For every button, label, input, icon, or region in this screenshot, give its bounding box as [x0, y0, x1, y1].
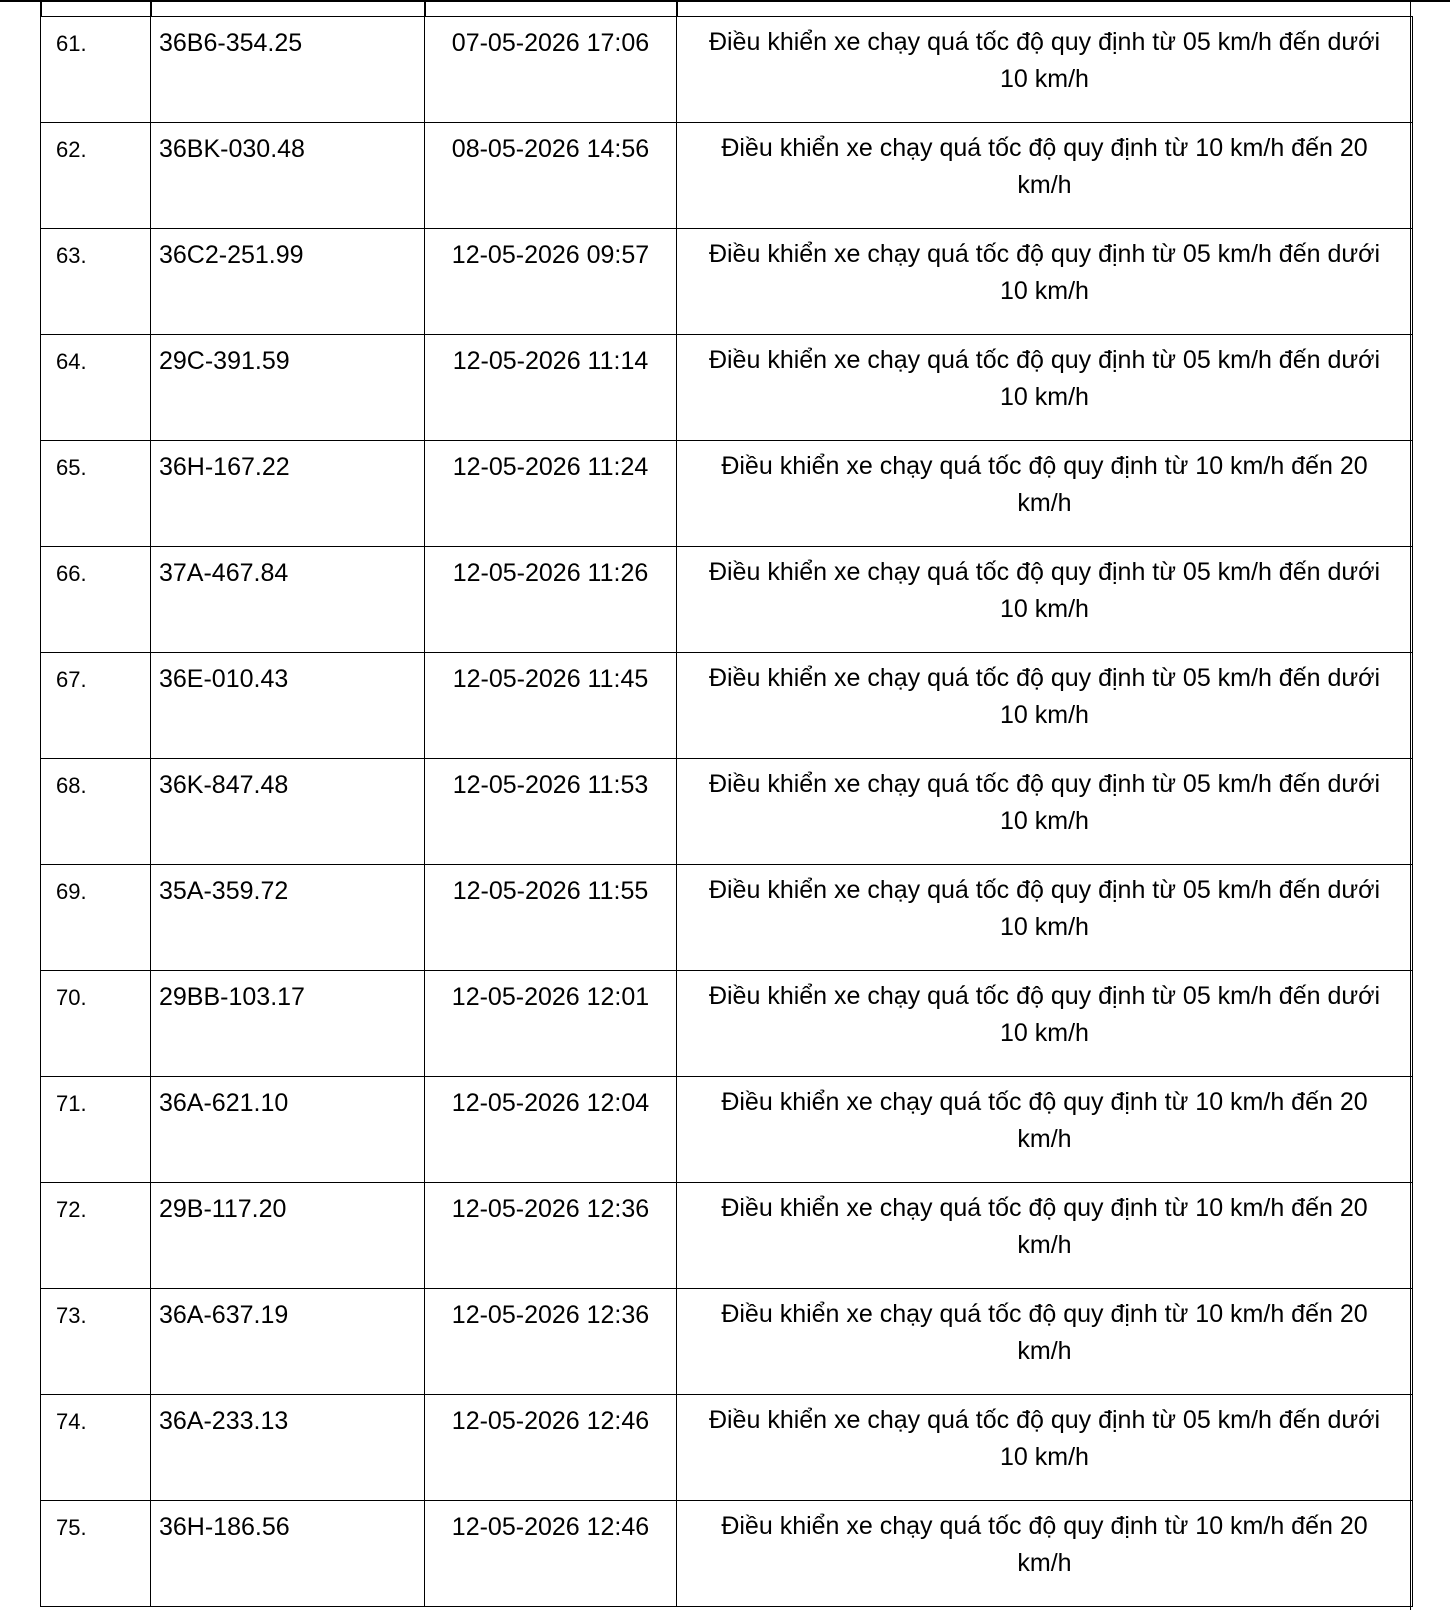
- license-plate-cell: 36BK-030.48: [151, 123, 425, 229]
- row-index-cell: 70.: [41, 971, 151, 1077]
- top-border-line: [0, 0, 1450, 2]
- license-plate-cell: 36B6-354.25: [151, 17, 425, 123]
- violation-description-cell: Điều khiển xe chạy quá tốc độ quy định từ 05 km/h đến dưới 10 km/h: [677, 335, 1413, 441]
- row-index-cell: 71.: [41, 1077, 151, 1183]
- violation-description-cell: Điều khiển xe chạy quá tốc độ quy định từ 05 km/h đến dưới 10 km/h: [677, 653, 1413, 759]
- row-index-cell: 72.: [41, 1183, 151, 1289]
- table-row: [41, 17, 1413, 123]
- violation-time-cell: 12-05-2026 12:46: [425, 1395, 677, 1501]
- violation-time-cell: 12-05-2026 12:36: [425, 1183, 677, 1289]
- violation-description-cell: Điều khiển xe chạy quá tốc độ quy định từ 05 km/h đến dưới 10 km/h: [677, 971, 1413, 1077]
- license-plate-cell: 36H-186.56: [151, 1501, 425, 1607]
- row-index-cell: 63.: [41, 229, 151, 335]
- license-plate-cell: 36A-621.10: [151, 1077, 425, 1183]
- violation-time-cell: 07-05-2026 17:06: [425, 17, 677, 123]
- column-divider-stub: [150, 0, 152, 16]
- violation-description-cell: Điều khiển xe chạy quá tốc độ quy định từ 05 km/h đến dưới 10 km/h: [677, 229, 1413, 335]
- table-row: [41, 865, 1413, 971]
- violation-time-cell: 12-05-2026 12:46: [425, 1501, 677, 1607]
- violation-time-cell: 12-05-2026 11:26: [425, 547, 677, 653]
- license-plate-cell: 36E-010.43: [151, 653, 425, 759]
- table-row: [41, 1501, 1413, 1607]
- license-plate-cell: 36C2-251.99: [151, 229, 425, 335]
- violation-description-cell: Điều khiển xe chạy quá tốc độ quy định từ 05 km/h đến dưới 10 km/h: [677, 17, 1413, 123]
- table-row: [41, 653, 1413, 759]
- table-row: [41, 229, 1413, 335]
- row-index-cell: 75.: [41, 1501, 151, 1607]
- table-row: [41, 335, 1413, 441]
- table-row: [41, 1289, 1413, 1395]
- table-row: [41, 971, 1413, 1077]
- violation-description-cell: Điều khiển xe chạy quá tốc độ quy định từ 05 km/h đến dưới 10 km/h: [677, 1395, 1413, 1501]
- row-index-cell: 67.: [41, 653, 151, 759]
- violation-time-cell: 08-05-2026 14:56: [425, 123, 677, 229]
- violation-description-cell: Điều khiển xe chạy quá tốc độ quy định từ 10 km/h đến 20 km/h: [677, 441, 1413, 547]
- license-plate-cell: 36A-233.13: [151, 1395, 425, 1501]
- violation-time-cell: 12-05-2026 11:53: [425, 759, 677, 865]
- violation-time-cell: 12-05-2026 11:45: [425, 653, 677, 759]
- license-plate-cell: 29C-391.59: [151, 335, 425, 441]
- violation-description-cell: Điều khiển xe chạy quá tốc độ quy định từ 10 km/h đến 20 km/h: [677, 123, 1413, 229]
- violation-time-cell: 12-05-2026 11:55: [425, 865, 677, 971]
- license-plate-cell: 37A-467.84: [151, 547, 425, 653]
- table-row: [41, 547, 1413, 653]
- table-row: [41, 1077, 1413, 1183]
- violation-description-cell: Điều khiển xe chạy quá tốc độ quy định từ 10 km/h đến 20 km/h: [677, 1077, 1413, 1183]
- column-divider-stub: [424, 0, 426, 16]
- license-plate-cell: 35A-359.72: [151, 865, 425, 971]
- violation-description-cell: Điều khiển xe chạy quá tốc độ quy định từ 10 km/h đến 20 km/h: [677, 1183, 1413, 1289]
- row-index-cell: 68.: [41, 759, 151, 865]
- violations-table-body: [41, 17, 1413, 1607]
- violation-time-cell: 12-05-2026 12:01: [425, 971, 677, 1077]
- row-index-cell: 74.: [41, 1395, 151, 1501]
- violation-time-cell: 12-05-2026 11:24: [425, 441, 677, 547]
- violation-description-cell: Điều khiển xe chạy quá tốc độ quy định từ 10 km/h đến 20 km/h: [677, 1289, 1413, 1395]
- table-row: [41, 441, 1413, 547]
- row-index-cell: 66.: [41, 547, 151, 653]
- violation-time-cell: 12-05-2026 12:04: [425, 1077, 677, 1183]
- row-index-cell: 65.: [41, 441, 151, 547]
- license-plate-cell: 36K-847.48: [151, 759, 425, 865]
- row-index-cell: 69.: [41, 865, 151, 971]
- row-index-cell: 73.: [41, 1289, 151, 1395]
- table-row: [41, 1395, 1413, 1501]
- table-row: [41, 123, 1413, 229]
- table-row: [41, 759, 1413, 865]
- violation-description-cell: Điều khiển xe chạy quá tốc độ quy định từ 10 km/h đến 20 km/h: [677, 1501, 1413, 1607]
- violation-time-cell: 12-05-2026 09:57: [425, 229, 677, 335]
- violation-time-cell: 12-05-2026 12:36: [425, 1289, 677, 1395]
- row-index-cell: 62.: [41, 123, 151, 229]
- license-plate-cell: 29BB-103.17: [151, 971, 425, 1077]
- table-row: [41, 1183, 1413, 1289]
- violation-description-cell: Điều khiển xe chạy quá tốc độ quy định từ 05 km/h đến dưới 10 km/h: [677, 759, 1413, 865]
- column-divider-stub: [676, 0, 678, 16]
- column-divider-stub: [40, 0, 42, 16]
- violation-time-cell: 12-05-2026 11:14: [425, 335, 677, 441]
- violation-description-cell: Điều khiển xe chạy quá tốc độ quy định từ 05 km/h đến dưới 10 km/h: [677, 547, 1413, 653]
- license-plate-cell: 29B-117.20: [151, 1183, 425, 1289]
- license-plate-cell: 36A-637.19: [151, 1289, 425, 1395]
- row-index-cell: 64.: [41, 335, 151, 441]
- license-plate-cell: 36H-167.22: [151, 441, 425, 547]
- row-index-cell: 61.: [41, 17, 151, 123]
- violations-table: [40, 16, 1413, 1607]
- violation-description-cell: Điều khiển xe chạy quá tốc độ quy định từ 05 km/h đến dưới 10 km/h: [677, 865, 1413, 971]
